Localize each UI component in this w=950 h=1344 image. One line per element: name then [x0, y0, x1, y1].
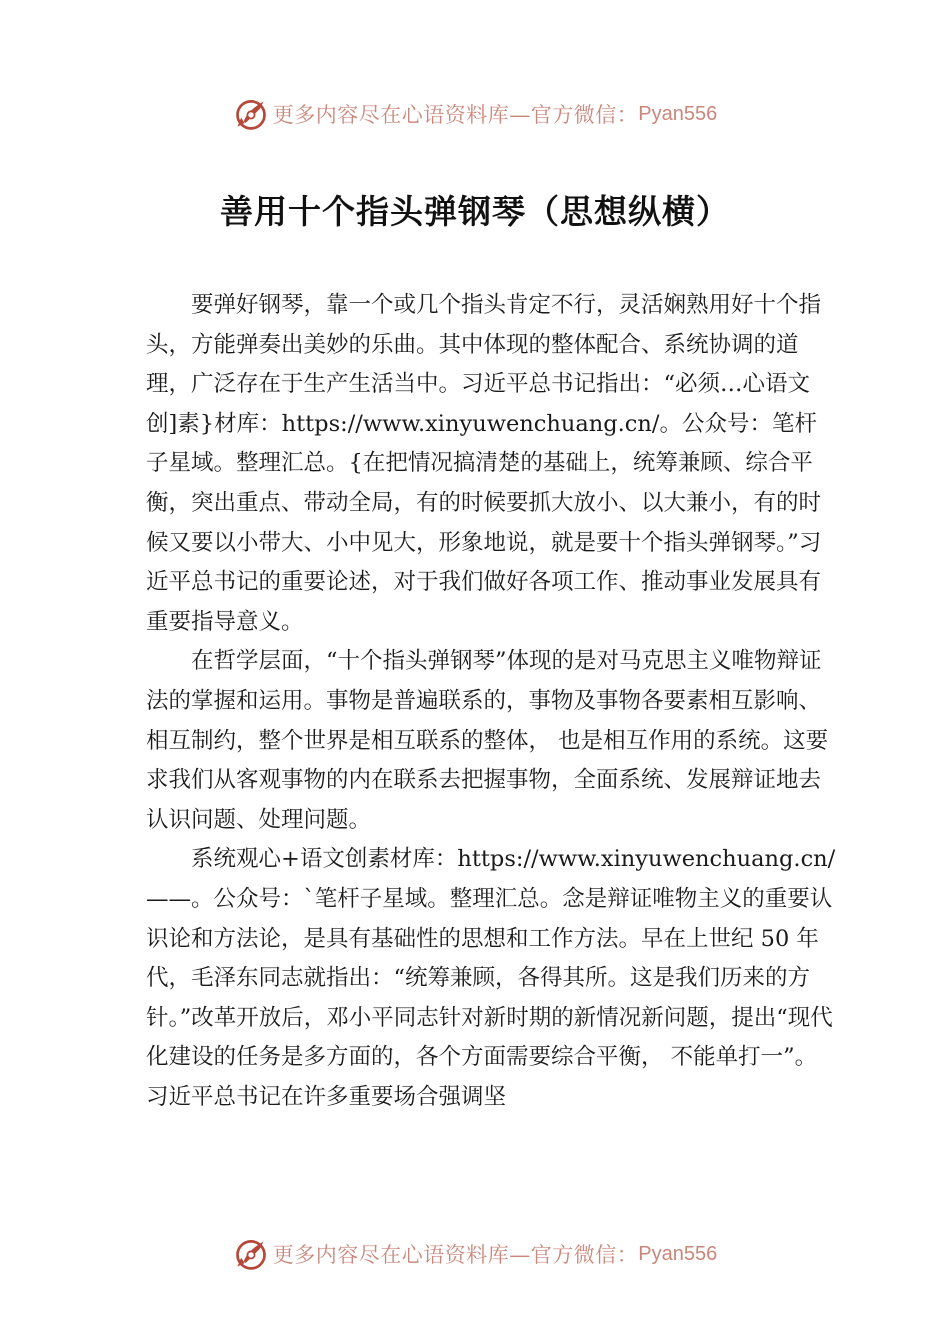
footer-watermark — [0, 1234, 950, 1274]
watermark-text: 更多内容尽在心语资料库—官方微信： — [272, 1243, 639, 1267]
logo-icon — [233, 1236, 269, 1272]
paragraph-3: 系统观心+语文创素材库：https://www.xinyuwenchuang.cn/——。公众号：`笔杆子星域。整理汇总。念是辩证唯物主义的重要认识论和方法论，是具有基础性的思想和工作方法。早在上世纪 50 年代，毛泽东同志就指出：“统筹兼顾，各得其所。这是我们历来的方针。”改革开放后，邓小平同志针对新时期的新情况新问题，提出“现代化建设的任务是多方面的，各个方面需要综合平衡， 不能单打一”。习近平总书记在许多重要场合强调坚 — [146, 846, 836, 1110]
logo-icon — [233, 96, 269, 132]
watermark-text: 更多内容尽在心语资料库—官方微信： — [272, 103, 639, 127]
watermark-wechat-id: Pyan556 — [638, 1242, 718, 1265]
paragraph-2: 在哲学层面，“十个指头弹钢琴”体现的是对马克思主义唯物辩证法的掌握和运用。事物是普遍联系的，事物及事物各要素相互影响、相互制约，整个世界是相互联系的整体， 也是相互作用的系统。这要求我们从客观事物的内在联系去把握事物，全面系统、发展辩证地去认识问题、处理问题。 — [146, 648, 829, 833]
document-title: 善用十个指头弹钢琴（思想纵横） — [220, 192, 730, 231]
header-watermark — [0, 94, 950, 134]
paragraph-1: 要弹好钢琴，靠一个或几个指头肯定不行，灵活娴熟用好十个指头，方能弹奏出美妙的乐曲。其中体现的整体配合、系统协调的道理，广泛存在于生产生活当中。习近平总书记指出：“必须…心语文创]素}材库：https://www.xinyuwenchuang.cn/。公众号：笔杆子星域。整理汇总。{在把情况搞清楚的基础上，统筹兼顾、综合平衡，突出重点、带动全局，有的时候要抓大放小、以大兼小，有的时候又要以小带大、小中见大，形象地说，就是要十个指头弹钢琴。”习近平总书记的重要论述，对于我们做好各项工作、推动事业发展具有重要指导意义。 — [146, 292, 822, 635]
watermark-wechat-id: Pyan556 — [638, 102, 718, 125]
document-body — [146, 286, 836, 1117]
